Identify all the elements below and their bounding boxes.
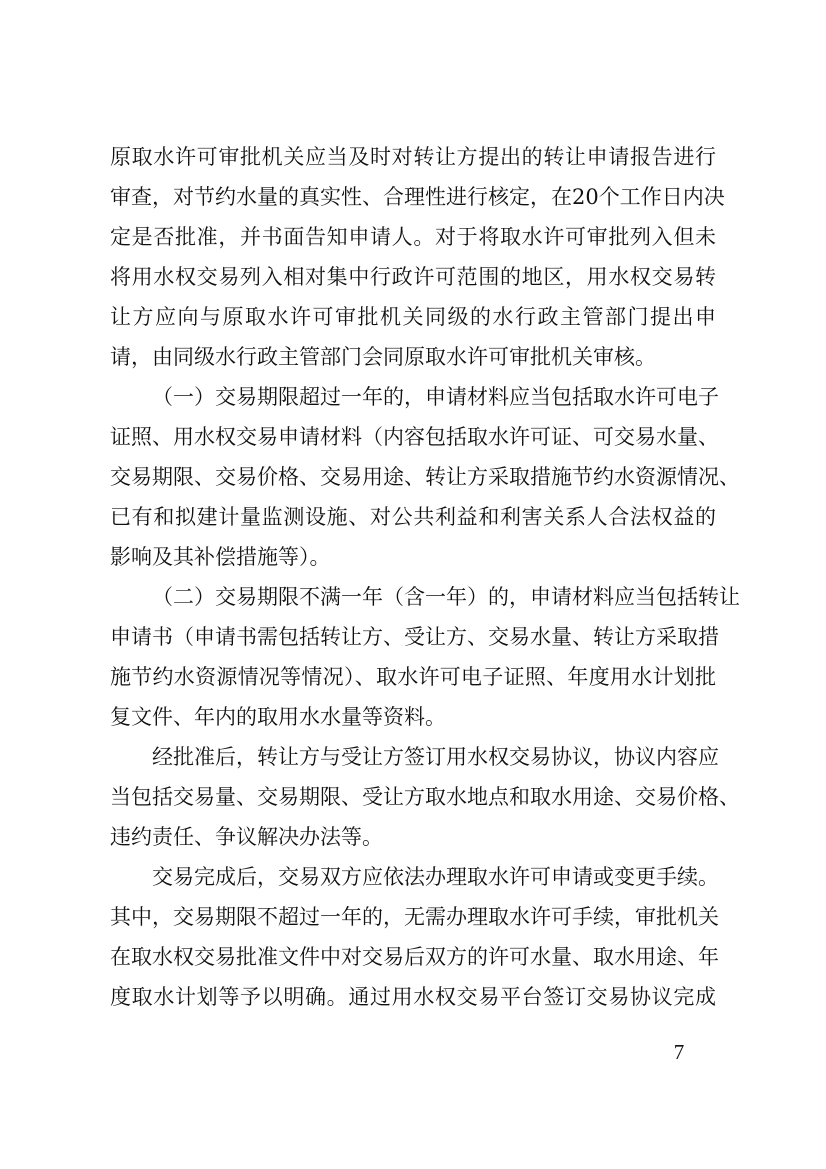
text-line: 申请书（申请书需包括转让方、受让方、交易水量、转让方采取措 xyxy=(110,625,719,649)
text-line: 当包括交易量、交易期限、受让方取水地点和取水用途、交易价格、 xyxy=(110,785,740,809)
text-line: 让方应向与原取水许可审批机关同级的水行政主管部门提出申 xyxy=(110,305,716,329)
text-line: 度取水计划等予以明确。通过用水权交易平台签订交易协议完成 xyxy=(110,985,716,1009)
text-line: 证照、用水权交易申请材料（内容包括取水许可证、可交易水量、 xyxy=(110,425,719,449)
text-line: 定是否批准，并书面告知申请人。对于将取水许可审批列入但未 xyxy=(110,225,716,249)
text-line: 交易完成后，交易双方应依法办理取水许可申请或变更手续。 xyxy=(152,865,719,889)
text-line: 经批准后，转让方与受让方签订用水权交易协议，协议内容应 xyxy=(152,745,719,769)
text-line: 违约责任、争议解决办法等。 xyxy=(110,825,383,849)
text-line: 其中，交易期限不超过一年的，无需办理取水许可手续，审批机关 xyxy=(110,905,719,929)
text-line: （一）交易期限超过一年的，申请材料应当包括取水许可电子 xyxy=(152,385,719,409)
text-line: 请，由同级水行政主管部门会同原取水许可审批机关审核。 xyxy=(110,345,656,369)
text-line: 影响及其补偿措施等）。 xyxy=(110,545,331,569)
text-line: 交易期限、交易价格、交易用途、转让方采取措施节约水资源情况、 xyxy=(110,465,740,489)
text-line: 将用水权交易列入相对集中行政许可范围的地区，用水权交易转 xyxy=(110,265,716,289)
text-line: 原取水许可审批机关应当及时对转让方提出的转让申请报告进行 xyxy=(110,145,716,169)
text-line: 在取水权交易批准文件中对交易后双方的许可水量、取水用途、年 xyxy=(110,945,719,969)
text-line: 复文件、年内的取用水水量等资料。 xyxy=(110,705,446,729)
page-number: 7 xyxy=(673,1040,685,1064)
text-line: 已有和拟建计量监测设施、对公共利益和利害关系人合法权益的 xyxy=(110,505,716,529)
text-line: 施节约水资源情况等情况）、取水许可电子证照、年度用水计划批 xyxy=(110,665,716,689)
text-line: 审查，对节约水量的真实性、合理性进行核定，在20个工作日内决 xyxy=(110,185,725,209)
text-line: （二）交易期限不满一年（含一年）的，申请材料应当包括转让 xyxy=(152,585,740,609)
